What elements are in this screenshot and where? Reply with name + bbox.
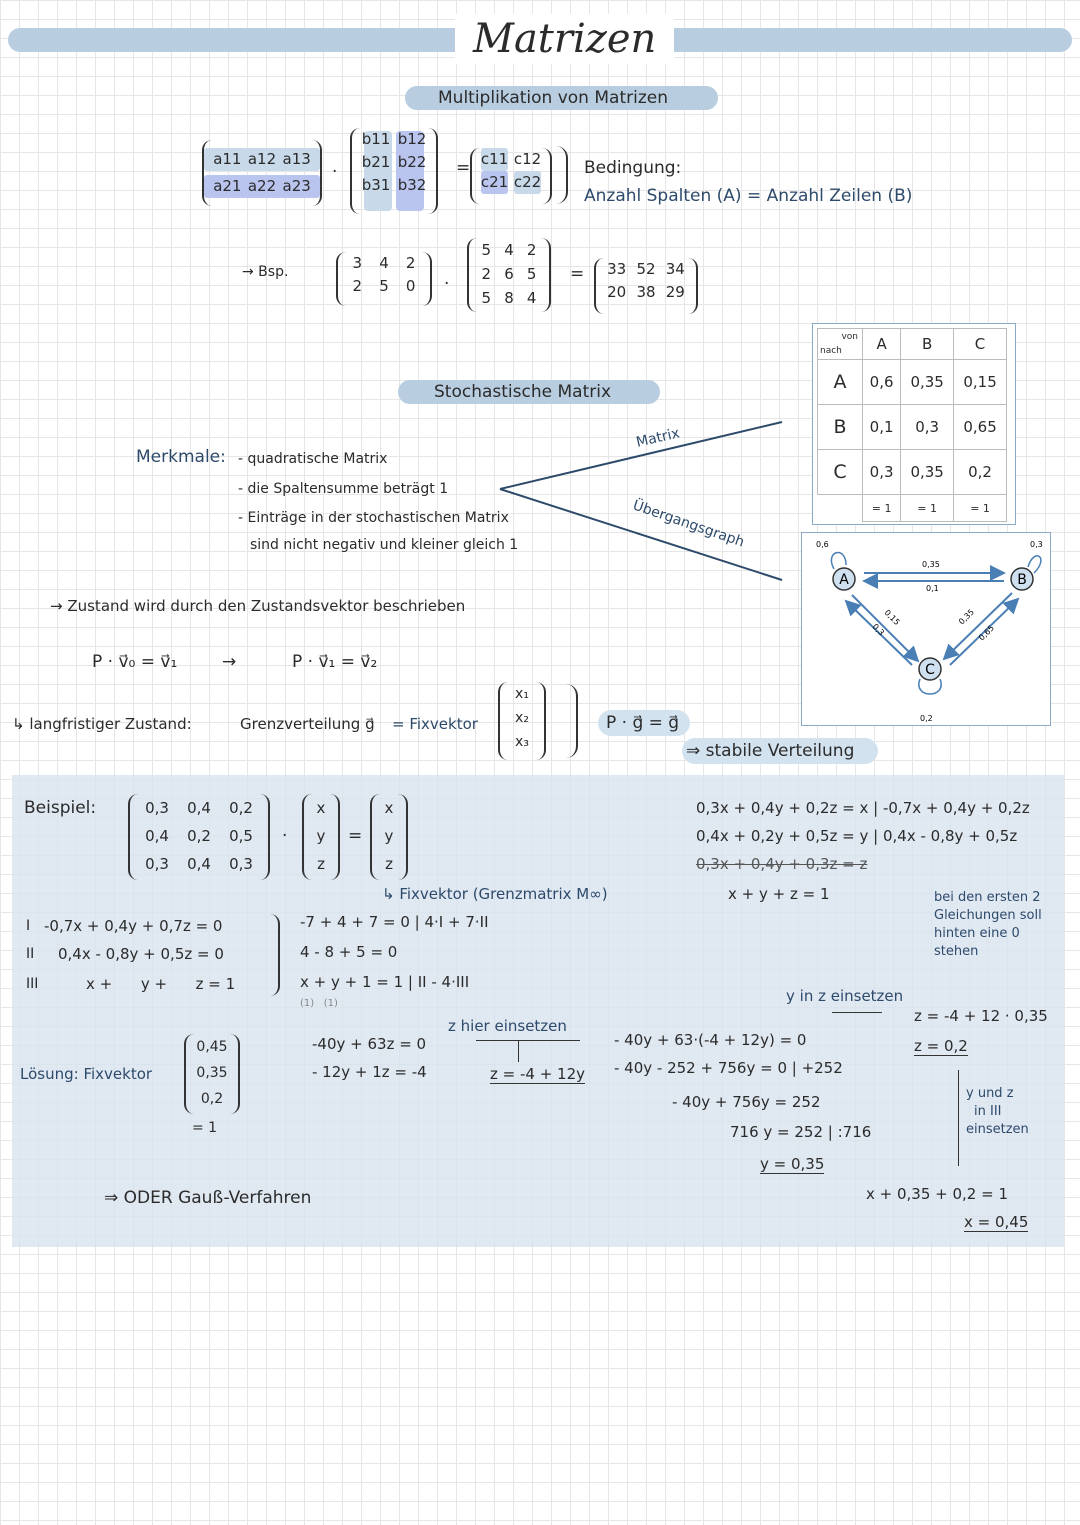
c11: c11 bbox=[481, 148, 508, 171]
z-calc-2: z = 0,2 bbox=[914, 1037, 968, 1055]
table-col-c: C bbox=[954, 329, 1007, 360]
ex-c-cell: 20 bbox=[607, 283, 627, 301]
vec-entry: z bbox=[385, 855, 393, 873]
mult-heading: Multiplikation von Matrizen bbox=[438, 88, 668, 108]
beispiel-matrix bbox=[128, 794, 270, 880]
ex-a-cell: 2 bbox=[352, 277, 363, 295]
graph-node-b-label: B bbox=[1017, 572, 1027, 588]
a12: a12 bbox=[247, 150, 277, 168]
sys-num-2: II bbox=[26, 946, 35, 962]
op-1: -7 + 4 + 7 = 0 | 4·I + 7·II bbox=[300, 913, 489, 931]
note-4: stehen bbox=[934, 944, 979, 959]
branch-matrix-label: Matrix bbox=[634, 425, 682, 451]
table-row-label: A bbox=[818, 360, 863, 405]
x-calc-2: x = 0,45 bbox=[964, 1213, 1029, 1231]
yz-note-3: einsetzen bbox=[966, 1122, 1029, 1137]
merkmal-2: - die Spaltensumme beträgt 1 bbox=[238, 481, 449, 497]
beispiel-vec-right bbox=[370, 794, 408, 880]
branch-graph-label: Übergangsgraph bbox=[630, 497, 747, 551]
condition-brace bbox=[556, 146, 568, 204]
matrix-c-general bbox=[470, 148, 552, 204]
b32: b32 bbox=[397, 176, 427, 194]
ex-b-cell: 5 bbox=[526, 265, 537, 283]
yz-arrow bbox=[958, 1070, 959, 1166]
ex-b-cell: 8 bbox=[504, 289, 514, 307]
note-1: bei den ersten 2 bbox=[934, 890, 1041, 905]
subst-4: 716 y = 252 | :716 bbox=[730, 1123, 872, 1141]
loesung-sum: = 1 bbox=[192, 1120, 218, 1136]
table-cell: 0,6 bbox=[863, 360, 901, 405]
bsp-cell: 0,5 bbox=[229, 827, 253, 845]
beispiel-label: Beispiel: bbox=[24, 798, 97, 818]
table-sum: = 1 bbox=[863, 495, 901, 522]
mult-dot-1: · bbox=[332, 162, 338, 182]
merkmal-3: - Einträge in der stochastischen Matrix bbox=[238, 510, 509, 526]
ex-b-cell: 5 bbox=[481, 289, 492, 307]
transition-table bbox=[817, 328, 1007, 522]
stabile-verteilung: ⇒ stabile Verteilung bbox=[686, 741, 855, 761]
table-cell: 0,35 bbox=[901, 450, 954, 495]
ex-b-cell: 2 bbox=[526, 241, 537, 259]
note-3: hinten eine 0 bbox=[934, 926, 1020, 941]
corner-nach: nach bbox=[820, 346, 842, 356]
graph-node-a-label: A bbox=[839, 572, 849, 588]
table-cell: 0,15 bbox=[954, 360, 1007, 405]
ex-b-cell: 2 bbox=[481, 265, 492, 283]
z-hint-tick bbox=[518, 1040, 519, 1062]
fix-vec-entry: x₂ bbox=[515, 710, 529, 726]
op-2: 4 - 8 + 5 = 0 bbox=[300, 943, 398, 961]
yz-note-1: y und z bbox=[966, 1086, 1014, 1101]
graph-label-ac: 0,15 bbox=[882, 608, 902, 628]
sys-num-1: I bbox=[26, 918, 31, 934]
vec-entry: y bbox=[384, 827, 394, 845]
ex-c-cell: 29 bbox=[665, 283, 685, 301]
matrix-b-general bbox=[350, 128, 438, 214]
ex-b-cell: 6 bbox=[504, 265, 514, 283]
p-v1-eq: P · v⃗₁ = v⃗₂ bbox=[292, 652, 378, 672]
x-calc-1: x + 0,35 + 0,2 = 1 bbox=[866, 1185, 1008, 1203]
ex-b-cell: 5 bbox=[481, 241, 492, 259]
transition-table-box bbox=[812, 323, 1016, 525]
b31: b31 bbox=[361, 176, 391, 194]
transition-graph bbox=[802, 533, 1050, 725]
graph-label-ca: 0,3 bbox=[870, 622, 886, 638]
subst-3: - 40y + 756y = 252 bbox=[672, 1093, 821, 1111]
z-calc-1: z = -4 + 12 · 0,35 bbox=[914, 1007, 1048, 1025]
example-matrix-c bbox=[594, 258, 698, 314]
a21: a21 bbox=[213, 177, 242, 195]
graph-label-aa: 0,6 bbox=[816, 540, 829, 549]
right-sum-eq: x + y + z = 1 bbox=[728, 885, 830, 903]
mult-eq-1: = bbox=[456, 158, 471, 178]
bsp-cell: 0,4 bbox=[187, 855, 211, 873]
op-3: x + y + 1 = 1 | II - 4·III bbox=[300, 973, 470, 991]
c21: c21 bbox=[481, 171, 508, 194]
a13: a13 bbox=[282, 150, 311, 168]
vec-entry: z bbox=[317, 855, 325, 873]
merkmal-1: - quadratische Matrix bbox=[238, 451, 388, 467]
ex-a-cell: 0 bbox=[405, 277, 416, 295]
loesung-entry: 0,45 bbox=[196, 1039, 228, 1055]
ex-a-cell: 3 bbox=[352, 254, 363, 272]
yz-note-2: in III bbox=[974, 1104, 1002, 1119]
sys-num-3: III bbox=[26, 976, 39, 992]
zustand-text: → Zustand wird durch den Zustandsvektor beschrieben bbox=[50, 597, 466, 615]
loesung-label: Lösung: Fixvektor bbox=[20, 1065, 153, 1083]
elim-1: -40y + 63z = 0 bbox=[312, 1035, 427, 1053]
example-dot: · bbox=[444, 274, 450, 294]
merkmal-4: sind nicht negativ und kleiner gleich 1 bbox=[250, 537, 519, 553]
graph-label-cb: 0,65 bbox=[977, 623, 997, 643]
matrix-a-general bbox=[202, 140, 322, 206]
table-sum-corner bbox=[818, 495, 863, 522]
ex-c-cell: 34 bbox=[665, 260, 685, 278]
beispiel-dot: · bbox=[282, 826, 288, 846]
table-cell: 0,3 bbox=[863, 450, 901, 495]
sys-eq-1: -0,7x + 0,4y + 0,7z = 0 bbox=[44, 917, 223, 935]
bsp-cell: 0,3 bbox=[229, 855, 253, 873]
vec-entry: x bbox=[316, 799, 326, 817]
graph-label-bc: 0,35 bbox=[957, 607, 977, 627]
table-corner bbox=[818, 329, 863, 360]
bsp-cell: 0,2 bbox=[187, 827, 211, 845]
table-col-a: A bbox=[863, 329, 901, 360]
b22: b22 bbox=[397, 153, 427, 171]
example-label: → Bsp. bbox=[242, 264, 289, 280]
page-title: Matrizen bbox=[455, 14, 674, 64]
beispiel-eq: = bbox=[348, 826, 363, 846]
p-v0-eq: P · v⃗₀ = v⃗₁ bbox=[92, 652, 178, 672]
fix-brace bbox=[566, 684, 578, 758]
condition-text: Anzahl Spalten (A) = Anzahl Zeilen (B) bbox=[584, 186, 913, 206]
a23: a23 bbox=[282, 177, 311, 195]
bsp-cell: 0,3 bbox=[145, 799, 169, 817]
condition-title: Bedingung: bbox=[584, 158, 682, 178]
graph-label-ba: 0,1 bbox=[926, 584, 939, 593]
y-einsetzen-arrow bbox=[832, 1012, 882, 1013]
vec-entry: y bbox=[316, 827, 326, 845]
table-row-label: B bbox=[818, 405, 863, 450]
b11: b11 bbox=[361, 130, 391, 148]
table-cell: 0,2 bbox=[954, 450, 1007, 495]
note-2: Gleichungen soll bbox=[934, 908, 1042, 923]
loesung-vector bbox=[184, 1034, 240, 1114]
y-einsetzen: y in z einsetzen bbox=[786, 987, 904, 1005]
table-sum: = 1 bbox=[954, 495, 1007, 522]
sys-eq-3: x + y + z = 1 bbox=[86, 975, 236, 993]
merkmale-label: Merkmale: bbox=[136, 447, 226, 467]
bsp-cell: 0,2 bbox=[229, 799, 253, 817]
subst-2: - 40y - 252 + 756y = 0 | +252 bbox=[614, 1059, 843, 1077]
vec-entry: x bbox=[384, 799, 394, 817]
corner-von: von bbox=[841, 332, 858, 342]
sys-eq-2: 0,4x - 0,8y + 0,5z = 0 bbox=[58, 945, 224, 963]
example-matrix-a bbox=[336, 252, 432, 306]
subst-1: - 40y + 63·(-4 + 12y) = 0 bbox=[614, 1031, 807, 1049]
table-row-label: C bbox=[818, 450, 863, 495]
b21: b21 bbox=[361, 153, 391, 171]
example-eq: = bbox=[570, 264, 585, 284]
z-hint: z hier einsetzen bbox=[448, 1017, 567, 1035]
fixvektor-note: ↳ Fixvektor (Grenzmatrix M∞) bbox=[382, 885, 608, 903]
ex-b-cell: 4 bbox=[526, 289, 537, 307]
ex-a-cell: 4 bbox=[379, 254, 389, 272]
fixvektor-eq: = Fixvektor bbox=[392, 715, 478, 733]
ex-a-cell: 5 bbox=[379, 277, 389, 295]
c12: c12 bbox=[513, 150, 542, 168]
beispiel-vec-left bbox=[302, 794, 340, 880]
table-sum: = 1 bbox=[901, 495, 954, 522]
loesung-entry: 0,2 bbox=[200, 1091, 224, 1107]
op-small: (1) (1) bbox=[300, 998, 338, 1009]
ex-c-cell: 38 bbox=[636, 283, 656, 301]
table-cell: 0,35 bbox=[901, 360, 954, 405]
right-eq-2: 0,4x + 0,2y + 0,5z = y | 0,4x - 0,8y + 0,5z bbox=[696, 827, 1018, 845]
graph-label-bb: 0,3 bbox=[1030, 540, 1043, 549]
graph-label-ab: 0,35 bbox=[922, 560, 940, 569]
ex-c-cell: 52 bbox=[636, 260, 656, 278]
a11: a11 bbox=[213, 150, 242, 168]
table-cell: 0,1 bbox=[863, 405, 901, 450]
fixvektor-vector bbox=[498, 682, 546, 760]
langfristig-label: ↳ langfristiger Zustand: bbox=[12, 715, 192, 733]
loesung-entry: 0,35 bbox=[196, 1065, 228, 1081]
elim-2: - 12y + 1z = -4 bbox=[312, 1063, 427, 1081]
bsp-cell: 0,4 bbox=[187, 799, 211, 817]
ex-b-cell: 4 bbox=[504, 241, 514, 259]
fix-vec-entry: x₁ bbox=[515, 686, 529, 702]
sys-brace bbox=[270, 914, 280, 996]
b12: b12 bbox=[397, 130, 427, 148]
z-expr: z = -4 + 12y bbox=[490, 1065, 586, 1083]
subst-5: y = 0,35 bbox=[760, 1155, 825, 1173]
a22: a22 bbox=[247, 177, 277, 195]
zustand-arrow: → bbox=[222, 652, 237, 672]
pg-eq: P · g⃗ = g⃗ bbox=[606, 713, 680, 733]
ex-c-cell: 33 bbox=[607, 260, 627, 278]
transition-graph-box bbox=[801, 532, 1051, 726]
example-matrix-b bbox=[467, 238, 551, 312]
table-cell: 0,3 bbox=[901, 405, 954, 450]
oder-gauss: ⇒ ODER Gauß-Verfahren bbox=[104, 1188, 312, 1208]
c22: c22 bbox=[514, 171, 541, 194]
right-eq-struck: 0,3x + 0,4y + 0,3z = z bbox=[696, 855, 868, 873]
z-hint-arrow bbox=[476, 1040, 580, 1041]
stoch-heading: Stochastische Matrix bbox=[434, 382, 612, 402]
graph-node-c-label: C bbox=[925, 662, 935, 678]
bsp-cell: 0,3 bbox=[145, 855, 169, 873]
table-cell: 0,65 bbox=[954, 405, 1007, 450]
fix-vec-entry: x₃ bbox=[515, 734, 529, 750]
grenzverteilung: Grenzverteilung g⃗ bbox=[240, 715, 375, 733]
graph-label-cc: 0,2 bbox=[920, 714, 933, 723]
right-eq-1: 0,3x + 0,4y + 0,2z = x | -0,7x + 0,4y + 0,2z bbox=[696, 799, 1030, 817]
bsp-cell: 0,4 bbox=[145, 827, 169, 845]
ex-a-cell: 2 bbox=[405, 254, 416, 272]
table-col-b: B bbox=[901, 329, 954, 360]
